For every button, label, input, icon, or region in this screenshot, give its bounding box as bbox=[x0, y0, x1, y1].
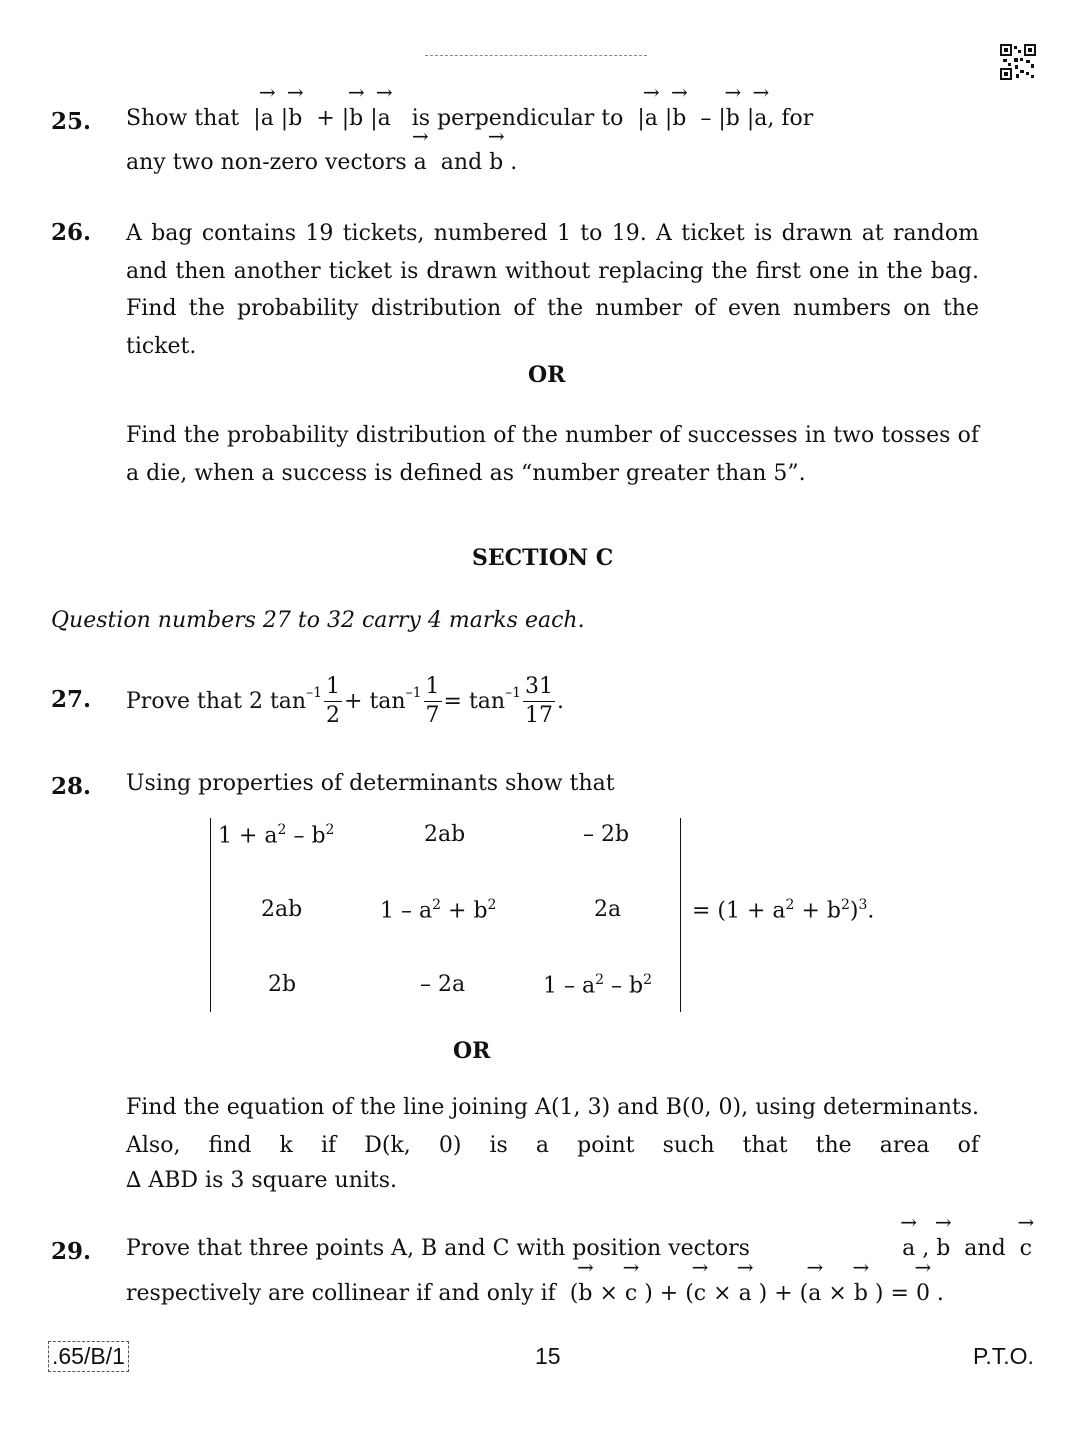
section-title: SECTION C bbox=[472, 545, 614, 571]
question-29-line2: respectively are collinear if and only if ( → b × → c ) + ( → c × → a ) + ( → a × → b ) = → 0 . bbox=[126, 1255, 944, 1306]
det-r1c3: – 2b bbox=[583, 822, 630, 847]
question-28-alt-text: Find the equation of the line joining A(1, 3) and B(0, 0), using determinants. Also, find k if D(k, 0) is a point such that the area of bbox=[126, 1095, 979, 1158]
det-r2c1: 2ab bbox=[261, 897, 303, 922]
fraction: $\frac{31}{17}$ bbox=[525, 673, 554, 728]
qr-code-icon bbox=[1000, 44, 1036, 80]
vector-c: → c bbox=[691, 1255, 709, 1306]
vector-a: → a bbox=[806, 1255, 824, 1306]
question-29-line1: Prove that three points A, B and C with position vectors → a , → b and → c bbox=[126, 1210, 1035, 1261]
vector-b: → b bbox=[577, 1255, 594, 1306]
or-label: OR bbox=[453, 1038, 491, 1064]
fraction: $\frac{1}{7}$ bbox=[425, 673, 440, 728]
vector-b: → b bbox=[724, 80, 742, 131]
question-26-text: A bag contains 19 tickets, numbered 1 to 19. A ticket is drawn at random and then another ticket is drawn without replacing the first one in the bag. Find the probability distribution of the number of even numbers on the ticket. bbox=[126, 221, 979, 359]
vector-b: → b bbox=[934, 1210, 952, 1261]
question-26-alt-text: Find the probability distribution of the number of successes in two tosses of a die, when a success is defined as “number greater than 5”. bbox=[126, 423, 979, 486]
please-turn-over: P.T.O. bbox=[973, 1343, 1034, 1369]
page-number: 15 bbox=[535, 1343, 561, 1369]
fraction: $\frac{1}{2}$ bbox=[326, 673, 341, 728]
det-r2c2: $1 - a^2 + b^2$ bbox=[380, 897, 497, 924]
det-r3c2: – 2a bbox=[420, 972, 466, 997]
section-note: Question numbers 27 to 32 carry 4 marks each. bbox=[51, 608, 585, 633]
vector-a: → a bbox=[736, 1255, 754, 1306]
vector-a: → a bbox=[752, 80, 770, 131]
question-number: 27. bbox=[51, 686, 92, 713]
question-number: 26. bbox=[51, 219, 92, 246]
header-rule bbox=[425, 55, 647, 56]
question-28-text: Using properties of determinants show that bbox=[126, 771, 615, 796]
vector-c: → c bbox=[1017, 1210, 1035, 1261]
vector-a: → a bbox=[900, 1210, 918, 1261]
vector-a: → a bbox=[375, 80, 393, 131]
det-r1c2: 2ab bbox=[424, 822, 466, 847]
vector-b: → b bbox=[487, 124, 505, 175]
question-25-line1: Show that | → a | → b + | → b | → a is perpendicular to | → a | → b – | → b | → a, for bbox=[126, 80, 814, 131]
question-number: 28. bbox=[51, 773, 92, 800]
question-27-equation: Prove that 2 tan $^{-1}$ $\frac{1}{2}$ + tan $^{-1}$ $\frac{1}{7}$ = tan $^{-1}$ $\frac{31}{17}$ . bbox=[126, 673, 565, 728]
question-28-alt-line3: ∆ ABD is 3 square units. bbox=[126, 1168, 398, 1193]
det-r1c1: $1 + a^2 - b^2$ bbox=[218, 822, 335, 849]
vector-zero: → 0 bbox=[914, 1255, 932, 1306]
det-r2c3: 2a bbox=[594, 897, 622, 922]
paper-code-label: .65/B/1 bbox=[48, 1341, 129, 1372]
vector-a: → a bbox=[411, 124, 429, 175]
question-25-line2: any two non-zero vectors → a and → b . bbox=[126, 124, 518, 175]
or-label: OR bbox=[528, 362, 566, 388]
determinant-left-bar bbox=[210, 818, 211, 1012]
vector-b: → b bbox=[852, 1255, 870, 1306]
det-r3c1: 2b bbox=[268, 972, 297, 997]
determinant-right-bar bbox=[680, 818, 681, 1012]
det-r3c3: $1 - a^2 - b^2$ bbox=[543, 972, 653, 999]
vector-b: → b bbox=[670, 80, 688, 131]
question-number: 29. bbox=[51, 1238, 92, 1265]
determinant-rhs: = $(1 + a^2 + b^2)^3$. bbox=[692, 897, 875, 924]
vector-c: → c bbox=[622, 1255, 640, 1306]
vector-b: → b bbox=[347, 80, 365, 131]
question-number: 25. bbox=[51, 108, 92, 135]
vector-a: → a bbox=[642, 80, 660, 131]
q25-prefix: Show that bbox=[126, 106, 240, 131]
vector-a: → a bbox=[258, 80, 276, 131]
vector-b: → b bbox=[286, 80, 304, 131]
q25-mid: is perpendicular to bbox=[411, 106, 624, 131]
